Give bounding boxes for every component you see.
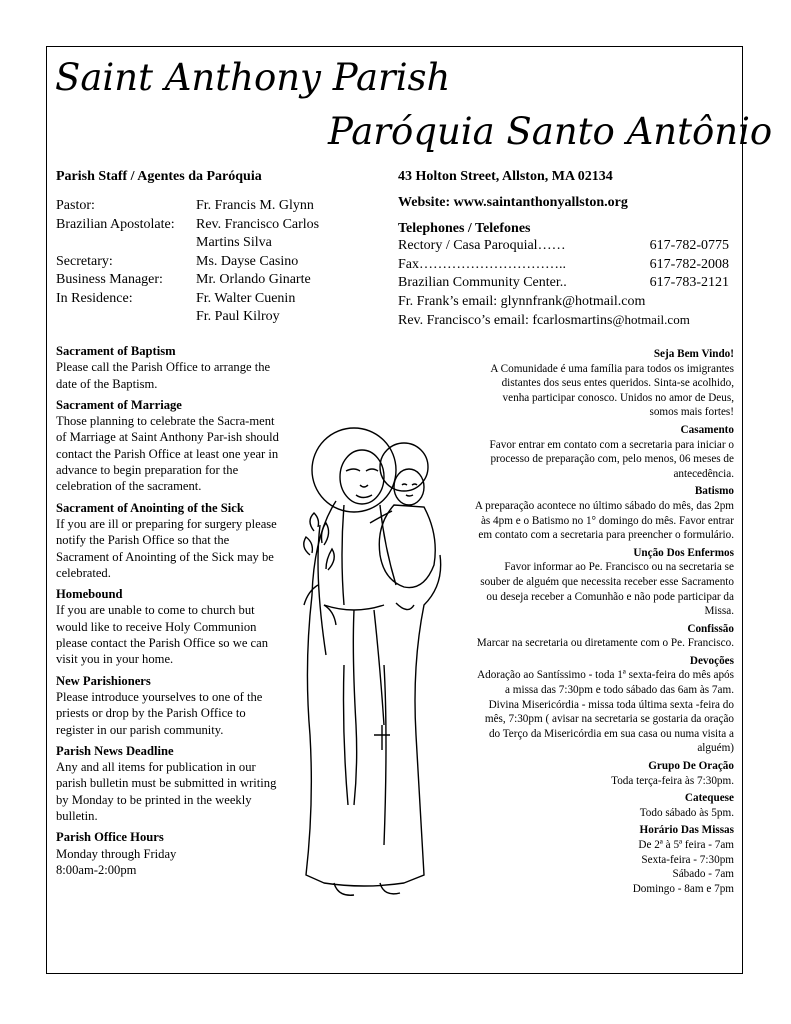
section-text: Favor entrar em contato com a secretaria para iniciar o processo de preparação com, pelo menos, 06 meses de antecedência.	[489, 438, 734, 480]
section-casamento	[474, 423, 734, 481]
habit-folds	[342, 505, 396, 605]
section-heading: Seja Bem Vindo!	[653, 348, 734, 360]
mass-time: De 2ª à 5ª feira - 7am	[638, 839, 734, 851]
phone-row	[398, 237, 733, 256]
phone-label: Rectory / Casa Paroquial……	[398, 238, 566, 253]
staff-heading: Parish Staff / Agentes da Paróquia	[56, 169, 262, 184]
section-text: Those planning to celebrate the Sacra-ment of Marriage at Saint Anthony Par-ish should contact the Parish Office at least one year in advance to begin preparation for the celebration of the sacrament.	[56, 414, 279, 494]
section-homebound	[56, 586, 284, 667]
staff-row	[56, 253, 346, 272]
staff-role: Business Manager:	[56, 272, 163, 287]
staff-name: Fr. Francis M. Glynn	[196, 198, 314, 213]
section-welcome	[474, 347, 734, 420]
section-heading: Sacrament of Anointing of the Sick	[56, 500, 244, 515]
staff-name: Ms. Dayse Casino	[196, 253, 299, 269]
section-heading: Horário Das Missas	[639, 824, 734, 837]
email-francisco-label: Rev. Francisco’s email: fcarlosmartins	[398, 313, 613, 328]
right-column	[474, 347, 734, 899]
staff-name: Fr. Walter Cuenin	[196, 290, 296, 306]
saint-head	[340, 450, 384, 504]
section-baptism	[56, 343, 284, 392]
email-frank[interactable]: Fr. Frank’s email: glynnfrank@hotmail.com	[398, 293, 646, 309]
section-text: Todo sábado às 5pm.	[639, 806, 734, 819]
section-text: Marcar na secretaria ou diretamente com o Pe. Francisco.	[476, 637, 734, 650]
telephone-list	[398, 237, 733, 331]
section-text: Toda terça-feira às 7:30pm.	[611, 774, 734, 787]
parish-website[interactable]: Website: www.saintanthonyallston.org	[398, 195, 628, 210]
saint-face	[346, 469, 378, 498]
section-text: Favor informar ao Pe. Francisco ou na secretaria se souber de alguém que necessita receber esse Sacramento ou deseja receber a Comunhão e não pode participar da Missa.	[480, 561, 734, 618]
section-anointing	[56, 500, 284, 581]
parish-address: 43 Holton Street, Allston, MA 02134	[398, 169, 613, 184]
staff-role: Secretary:	[56, 253, 113, 269]
section-text: If you are ill or preparing for surgery please notify the Parish Office so that the Sacrament of Anointing of the Sick may be celebrated.	[56, 516, 277, 580]
staff-role: Pastor:	[56, 198, 95, 213]
section-horario-missas	[474, 823, 734, 896]
mass-time: Sábado - 7am	[672, 868, 734, 881]
section-heading: Homebound	[56, 587, 123, 602]
staff-name: Mr. Orlando Ginarte	[196, 272, 311, 287]
staff-row	[56, 271, 346, 290]
section-uncao	[474, 546, 734, 619]
section-text: Monday through Friday 8:00am-2:00pm	[56, 846, 177, 877]
section-grupo-oracao	[474, 759, 734, 788]
saint-habit	[306, 501, 441, 886]
section-text: Any and all items for publication in our parish bulletin must be submitted in writing by Monday to be printed in the weekly bulletin.	[56, 760, 277, 824]
section-heading: Parish News Deadline	[56, 743, 174, 758]
section-heading: Casamento	[680, 423, 734, 436]
section-text: Please call the Parish Office to arrange the date of the Baptism.	[56, 360, 271, 391]
mass-time: Sexta-feira - 7:30pm	[641, 853, 734, 866]
section-heading: Devoções	[689, 654, 734, 667]
staff-role: In Residence:	[56, 290, 133, 306]
staff-role	[56, 308, 196, 327]
child-arms	[370, 511, 414, 610]
child-head	[394, 469, 424, 505]
phone-number: 617-782-2008	[649, 256, 729, 272]
phone-row	[398, 256, 733, 275]
staff-role: Brazilian Apostolate:	[56, 216, 175, 232]
section-catequese	[474, 791, 734, 820]
section-text: Adoração ao Santíssimo - toda 1ª sexta-feira do mês após a missa das 7:30pm e todo sábado das 6am às 7am. Divina Misericórdia - missa toda última sexta -feira do mês, 7:30pm ( avisar na secretaria se gostaria da oração do Terço da Misericórdia em sua casa ou numa visita a alguém)	[477, 669, 734, 755]
staff-name: Rev. Francisco Carlos Martins Silva	[196, 216, 320, 250]
title-english: Saint Anthony Parish	[55, 56, 451, 99]
section-heading: Unção Dos Enfermos	[633, 546, 734, 559]
phone-number: 617-782-0775	[649, 238, 729, 253]
saint-anthony-illustration	[284, 405, 484, 925]
staff-name: Fr. Paul Kilroy	[196, 309, 280, 324]
section-devocoes	[474, 654, 734, 756]
section-heading: Catequese	[684, 792, 734, 805]
child-body	[379, 505, 435, 588]
section-text: Please introduce yourselves to one of the priests or drop by the Parish Office to register in our parish community.	[56, 689, 263, 737]
section-marriage	[56, 397, 284, 495]
section-new-parishioners	[56, 673, 284, 738]
section-news-deadline	[56, 743, 284, 824]
telephones-heading: Telephones / Telefones	[398, 221, 531, 236]
staff-row	[56, 290, 346, 309]
section-heading: Grupo De Oração	[648, 760, 734, 773]
email-francisco-domain: @hotmail.com	[612, 312, 690, 327]
section-batismo	[474, 484, 734, 542]
section-heading: New Parishioners	[56, 673, 151, 688]
section-confissao	[474, 622, 734, 651]
phone-number: 617-783-2121	[649, 275, 729, 290]
section-heading: Batismo	[694, 485, 734, 498]
staff-row	[56, 216, 346, 253]
cross-icon	[374, 725, 390, 750]
section-heading: Parish Office Hours	[56, 830, 164, 845]
phone-label: Brazilian Community Center..	[398, 275, 567, 290]
section-office-hours	[56, 829, 284, 878]
section-heading: Confissão	[687, 622, 734, 635]
left-column	[56, 343, 284, 883]
phone-row	[398, 274, 733, 293]
email-francisco[interactable]	[398, 311, 733, 331]
section-heading: Sacrament of Marriage	[56, 397, 182, 412]
section-text: A preparação acontece no último sábado do mês, das 2pm às 4pm e o Batismo no 1° domingo do mês. Favor entrar em contato com a secretaria para preencher o formulário.	[474, 499, 734, 542]
section-heading: Sacrament of Baptism	[56, 344, 176, 358]
title-portuguese: Paróquia Santo Antônio	[328, 110, 773, 153]
section-text: A Comunidade é uma família para todos os imigrantes distantes dos seus entes queridos. Sinta-se acolhido, venha participar conosco. Unidos no amor de Deus, somos mais fortes!	[490, 362, 734, 419]
staff-row	[56, 308, 346, 327]
phone-label: Fax…………………………..	[398, 256, 566, 272]
staff-list	[56, 197, 346, 327]
mass-time: Domingo - 8am e 7pm	[632, 882, 734, 895]
staff-row	[56, 197, 346, 216]
section-text: If you are unable to come to church but would like to receive Holy Communion please contact the Parish Office so we can visit you in your home.	[56, 603, 269, 667]
habit-cord	[324, 605, 384, 805]
habit-lines	[344, 665, 387, 845]
rosary	[374, 610, 384, 725]
